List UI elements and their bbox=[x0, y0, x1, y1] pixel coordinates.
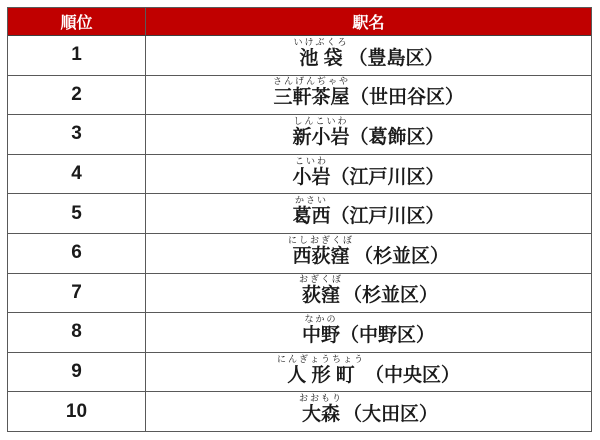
station-reading: なかの bbox=[304, 314, 338, 325]
station-kanji: 小岩 bbox=[292, 166, 331, 188]
station-ward: （豊島区） bbox=[348, 47, 444, 69]
station-cell bbox=[146, 36, 591, 75]
station-cell bbox=[146, 76, 591, 115]
station-ranking-table bbox=[7, 7, 592, 432]
table-row bbox=[8, 115, 591, 155]
station-name bbox=[299, 394, 343, 426]
station-kanji: 荻窪 bbox=[301, 285, 340, 307]
station-cell bbox=[146, 155, 591, 194]
rank-cell: 3 bbox=[8, 115, 146, 154]
station-ward: （杉並区） bbox=[354, 245, 450, 267]
station-reading: こいわ bbox=[294, 155, 328, 166]
station-name bbox=[277, 355, 365, 387]
rank-cell: 4 bbox=[8, 155, 146, 194]
table-header-row bbox=[8, 8, 591, 36]
station-ward: （葛飾区） bbox=[349, 126, 445, 148]
station-ward: （世田谷区） bbox=[350, 87, 465, 109]
station-reading: さんげんぢゃや bbox=[272, 76, 350, 87]
station-name bbox=[292, 157, 330, 189]
station-reading: にんぎょうちょう bbox=[276, 353, 365, 364]
station-name bbox=[302, 315, 340, 347]
station-name bbox=[292, 117, 349, 149]
table-row bbox=[8, 234, 591, 274]
station-ward: （大田区） bbox=[343, 404, 439, 426]
station-cell bbox=[146, 115, 591, 154]
rank-cell: 8 bbox=[8, 313, 146, 352]
station-kanji: 人 形 町 bbox=[287, 364, 355, 386]
rank-cell: 5 bbox=[8, 194, 146, 233]
station-kanji: 池 袋 bbox=[299, 47, 343, 69]
table-row bbox=[8, 194, 591, 234]
station-ward: （中野区） bbox=[340, 324, 436, 346]
header-station: 駅名 bbox=[352, 15, 385, 32]
station-reading: おおもり bbox=[298, 393, 343, 404]
rank-cell: 9 bbox=[8, 353, 146, 392]
station-ward: （杉並区） bbox=[343, 285, 439, 307]
table-row bbox=[8, 36, 591, 76]
station-kanji: 新小岩 bbox=[292, 126, 350, 148]
station-cell bbox=[146, 313, 591, 352]
station-reading: いけぶくろ bbox=[293, 36, 349, 47]
station-name bbox=[299, 275, 343, 307]
header-rank: 順位 bbox=[8, 8, 146, 35]
rank-cell: 7 bbox=[8, 274, 146, 313]
station-ward: （江戸川区） bbox=[330, 166, 445, 188]
station-cell bbox=[146, 274, 591, 313]
rank-cell: 1 bbox=[8, 36, 146, 75]
station-reading: にしおぎくぼ bbox=[287, 234, 354, 245]
rank-cell: 10 bbox=[8, 392, 146, 431]
table-row bbox=[8, 76, 591, 116]
station-kanji: 葛西 bbox=[292, 206, 331, 228]
table-row bbox=[8, 353, 591, 393]
table-row bbox=[8, 392, 591, 431]
station-reading: かさい bbox=[294, 195, 328, 206]
station-kanji: 中野 bbox=[301, 324, 340, 346]
table-row bbox=[8, 274, 591, 314]
station-ward: （中央区） bbox=[365, 364, 461, 386]
station-name bbox=[292, 196, 330, 228]
table-row bbox=[8, 313, 591, 353]
station-reading: しんこいわ bbox=[293, 116, 349, 127]
station-cell bbox=[146, 353, 591, 392]
station-kanji: 西荻窪 bbox=[292, 245, 350, 267]
station-name bbox=[273, 77, 350, 109]
rank-cell: 6 bbox=[8, 234, 146, 273]
station-cell bbox=[146, 234, 591, 273]
station-reading: おぎくぼ bbox=[298, 274, 343, 285]
rank-cell: 2 bbox=[8, 76, 146, 115]
station-cell bbox=[146, 194, 591, 233]
station-kanji: 三軒茶屋 bbox=[273, 87, 350, 109]
station-ward: （江戸川区） bbox=[330, 206, 445, 228]
table-row bbox=[8, 155, 591, 195]
station-kanji: 大森 bbox=[301, 404, 340, 426]
station-name bbox=[288, 236, 354, 268]
station-name bbox=[293, 38, 348, 70]
station-cell bbox=[146, 392, 591, 431]
